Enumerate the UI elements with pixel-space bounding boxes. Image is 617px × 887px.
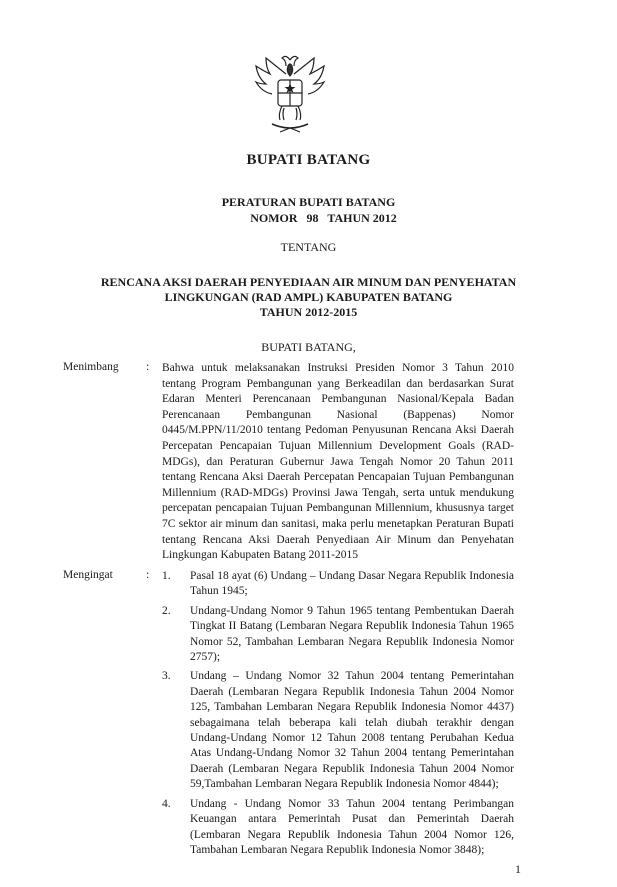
mengingat-label: Mengingat bbox=[63, 569, 113, 581]
garuda-emblem-icon bbox=[250, 52, 330, 138]
subject-line: TAHUN 2012-2015 bbox=[259, 305, 358, 319]
subject-line: RENCANA AKSI DAERAH PENYEDIAAN AIR MINUM DAN PENYEHATAN bbox=[100, 275, 517, 289]
mengingat-colon: : bbox=[146, 569, 150, 581]
list-item-text: Undang-Undang Nomor 9 Tahun 1965 tentang Pembentukan Daerah Tingkat II Batang (Lembaran Negara Republik Indonesia Tahun 1965 Nomor 52, Tambahan Lembaran Negara Republik Indonesia Nomor 2757); bbox=[190, 604, 514, 664]
menimbang-colon: : bbox=[146, 361, 150, 373]
regulation-heading bbox=[0, 194, 617, 226]
subject-line: LINGKUNGAN (RAD AMPL) KABUPATEN BATANG bbox=[164, 290, 453, 304]
list-item bbox=[162, 569, 514, 600]
menimbang-label: Menimbang bbox=[63, 361, 119, 373]
regulation-name: PERATURAN BUPATI BATANG bbox=[221, 195, 396, 209]
list-item-text: Undang - Undang Nomor 33 Tahun 2004 tentang Perimbangan Keuangan antara Pemerintah Pusat dan Pemerintah Daerah (Lembaran Negara Republik Indonesia Tahun 2004 Nomor 126, Tambahan Lembaran Negara Republik Indonesia Nomor 3848); bbox=[190, 797, 514, 856]
list-item-text: Undang – Undang Nomor 32 Tahun 2004 tentang Pemerintahan Daerah (Lembaran Negara Republik Indonesia Tahun 2004 Nomor 125, Tambahan Lembaran Negara Republik Indonesia Nomor 4437) sebagaimana telah beberapa kali telah diubah terakhir dengan Undang-Undang Nomor 12 Tahun 2008 tentang Perubahan Kedua Atas Undang-Undang Nomor 32 Tahun 2004 tentang Pemerintahan Daerah (Lembaran Negara Republik Indonesia Tahun 2004 Nomor 59,Tambahan Lembaran Negara Republik Indonesia Nomor 4844); bbox=[190, 670, 514, 791]
list-item bbox=[162, 604, 514, 666]
list-item-number: 2. bbox=[162, 604, 171, 617]
list-item-number: 1. bbox=[162, 570, 171, 582]
menimbang-text: Bahwa untuk melaksanakan Instruksi Presiden Nomor 3 Tahun 2010 tentang Program Pembangunan yang Berkeadilan dan berdasarkan Surat Edaran Menteri Perencanaan Pembangunan Nasional/Kepala Badan Perencanaan Pembangunan Nasional (Bappenas) Nomor 0445/M.PPN/11/2010 tentang Pedoman Penyusunan Rencana Aksi Daerah Percepatan Pencapaian Tujuan Millennium Development Goals (RAD-MDGs), dan Peraturan Gubernur Jawa Tengah Nomor 20 Tahun 2011 tentang Rencana Aksi Daerah Percepatan Pencapaian Tujuan Pembangunan Millennium (RAD-MDGs) Provinsi Jawa Tengah, serta untuk mendukung percepatan pencapaian Tujuan Pembangunan Millennium, khususnya target 7C sektor air minum dan sanitasi, maka perlu menetapkan Peraturan Bupati tentang Rencana Aksi Daerah Penyediaan Air Minum dan Penyehatan Lingkungan Kabupaten Batang 2011-2015 bbox=[162, 362, 514, 562]
list-item-number: 4. bbox=[162, 797, 171, 810]
page-title: BUPATI BATANG bbox=[246, 152, 371, 168]
tentang-label: TENTANG bbox=[280, 240, 337, 254]
regulation-number: NOMOR 98 TAHUN 2012 bbox=[250, 211, 397, 225]
regulation-subject bbox=[0, 275, 617, 320]
issuer-heading: BUPATI BATANG, bbox=[261, 340, 356, 354]
list-item bbox=[162, 669, 514, 792]
list-item bbox=[162, 797, 514, 859]
page-number: 1 bbox=[515, 862, 521, 876]
list-item-text: Pasal 18 ayat (6) Undang – Undang Dasar Negara Republik Indonesia Tahun 1945; bbox=[190, 570, 514, 598]
mengingat-list bbox=[162, 569, 514, 862]
list-item-number: 3. bbox=[162, 670, 171, 683]
